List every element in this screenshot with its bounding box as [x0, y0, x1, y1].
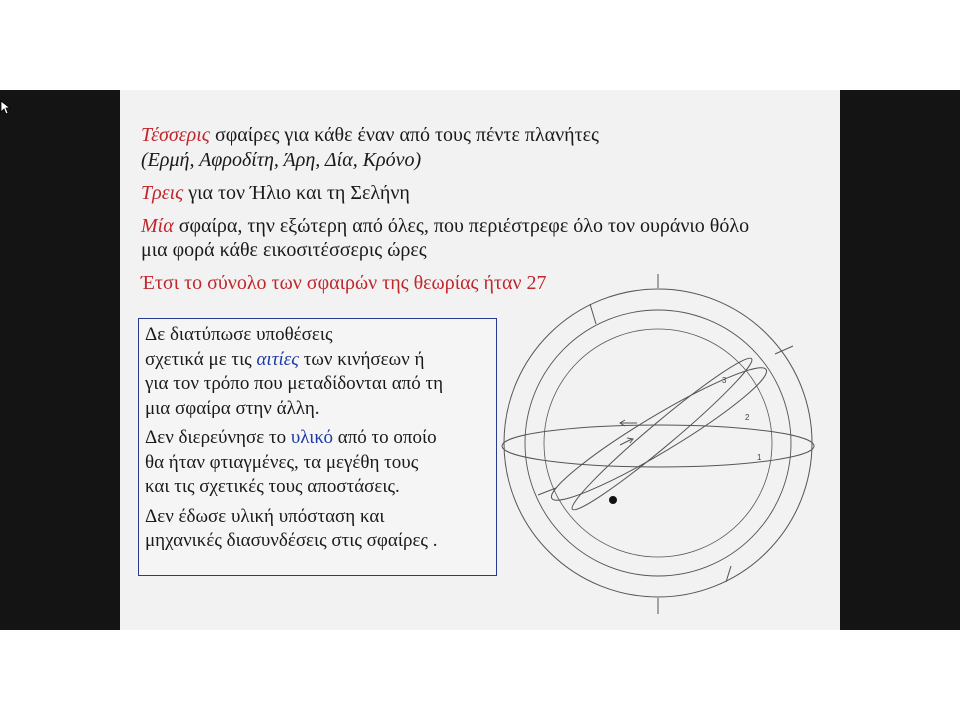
earth-dot — [609, 496, 617, 504]
slide-line-four-spheres: Τέσσερις σφαίρες για κάθε έναν από τους πέντε πλανήτες — [141, 124, 599, 146]
diagram-label-1: 1 — [757, 453, 762, 462]
box-text: μηχανικές διασυνδέσεις στις σφαίρες . — [145, 530, 438, 551]
slide-line-total-27: Έτσι το σύνολο των σφαιρών της θεωρίας ήταν 27 — [141, 272, 547, 294]
diagram-label-2: 2 — [745, 413, 750, 422]
box-text: μια σφαίρα στην άλλη. — [145, 397, 320, 419]
slide-line-daily-rotation: μια φορά κάθε εικοσιτέσσερις ώρες — [141, 239, 427, 261]
diagram-label-3: 3 — [722, 376, 727, 385]
limitations-textbox — [138, 318, 497, 576]
box-text: και τις σχετικές τους αποστάσεις. — [145, 476, 400, 497]
outer-sphere-ring — [504, 289, 812, 597]
mouse-cursor-icon — [0, 100, 10, 116]
box-text: Δεν διερεύνησε το υλικό από το οποίο — [145, 427, 437, 448]
box-text: σχετικά με τις αιτίες των κινήσεων ή — [145, 348, 425, 370]
slide-line-planets: (Ερμή, Αφροδίτη, Άρη, Δία, Κρόνο) — [141, 149, 422, 171]
inner-sphere-ring — [525, 310, 791, 576]
box-text: Δε διατύπωσε υποθέσεις — [145, 324, 333, 345]
box-text: για τον τρόπο που μεταδίδονται από τη — [145, 373, 444, 394]
box-text: θα ήταν φτιαγμένες, τα μεγέθη τους — [145, 451, 419, 473]
tilted-orbit-ellipse-1 — [543, 354, 776, 514]
presentation-slide — [120, 90, 840, 630]
top-margin — [0, 0, 960, 90]
slide-line-sun-moon: Τρεις για τον Ήλιο και τη Σελήνη — [141, 182, 410, 204]
slide-line-outer-sphere: Μία σφαίρα, την εξώτερη από όλες, που περιέστρεφε όλο τον ουράνιο θόλο — [141, 215, 750, 237]
tilted-orbit-ellipse-2 — [565, 350, 760, 519]
bottom-margin — [0, 630, 960, 720]
equator-ellipse — [502, 425, 814, 467]
box-text: Δεν έδωσε υλική υπόσταση και — [145, 505, 385, 527]
